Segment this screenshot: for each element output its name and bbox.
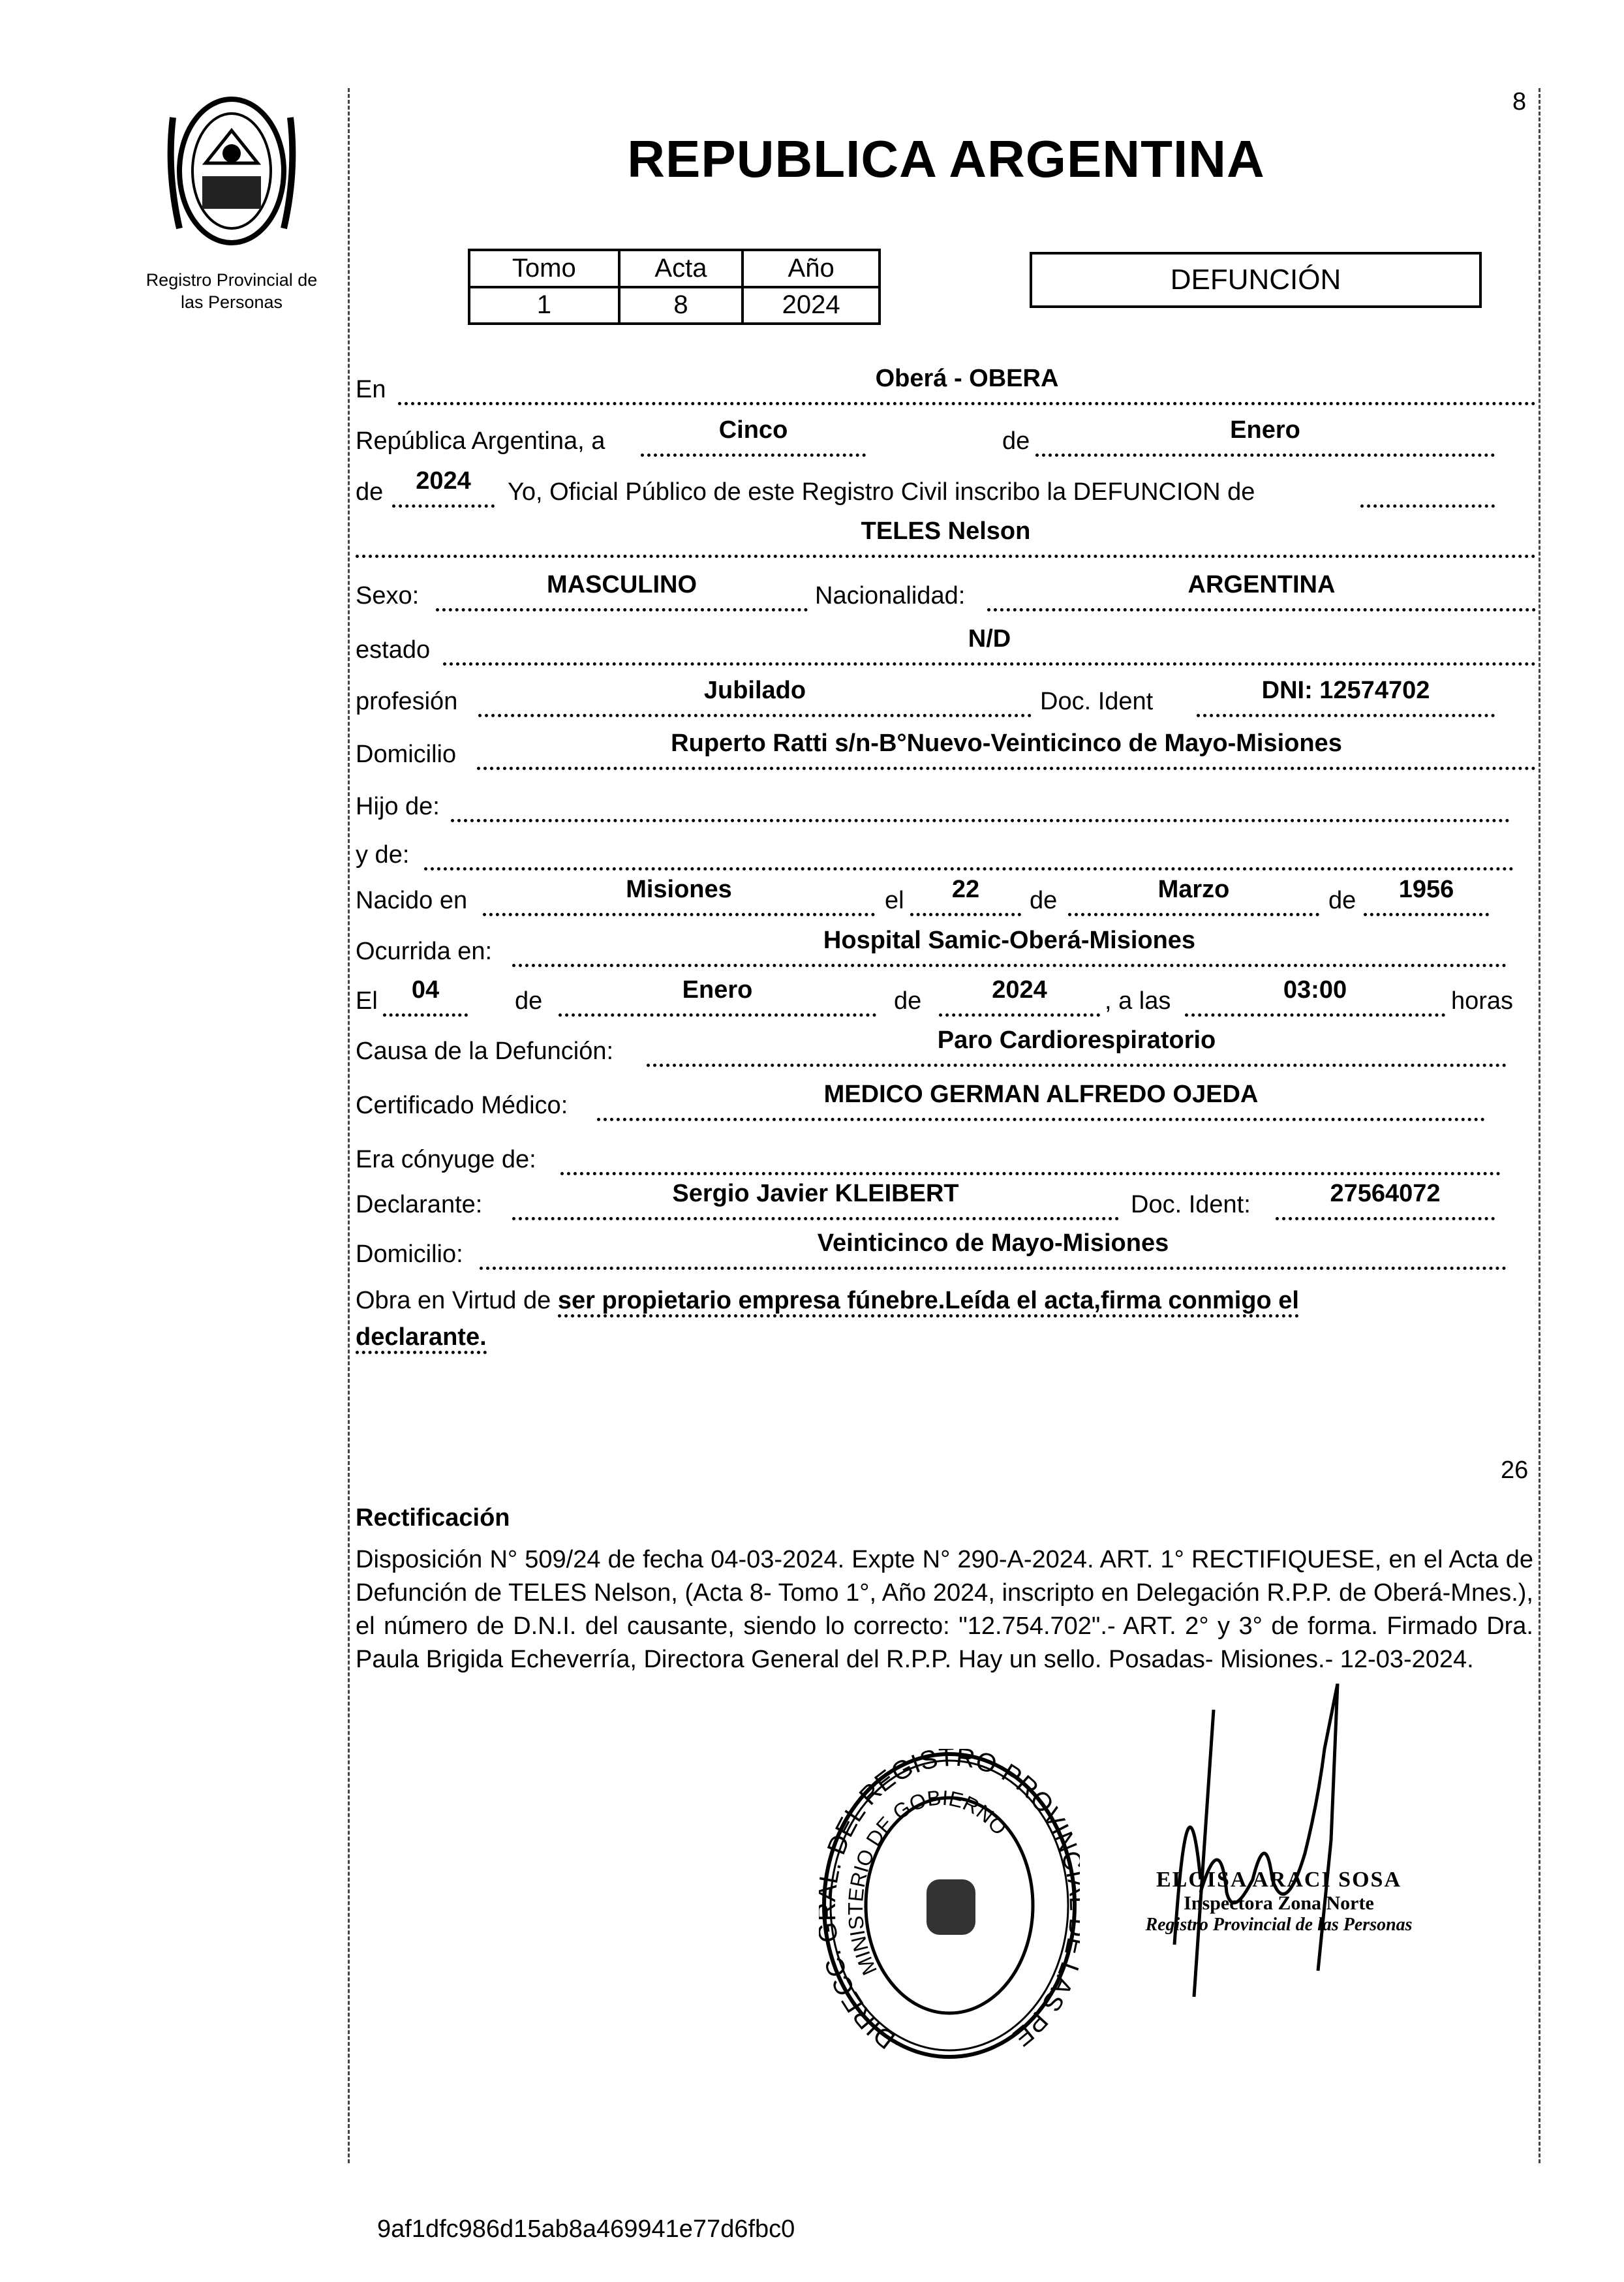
id-document-field: DNI: 12574702 [1197, 676, 1495, 717]
handwritten-signature [1161, 1684, 1435, 2013]
row-estado [0, 625, 1624, 666]
table-value-ano: 2024 [743, 287, 880, 324]
row-sexo [0, 571, 1624, 611]
row-hijo [0, 784, 1624, 822]
signer-role: Inspectora Zona Norte [1184, 1892, 1374, 1914]
label: de [356, 478, 384, 506]
table-header-tomo: Tomo [469, 250, 619, 287]
label: República Argentina, a [356, 427, 605, 455]
label: Sexo: [356, 582, 420, 609]
birth-month-field: Marzo [1068, 875, 1319, 916]
label: profesión [356, 688, 458, 715]
label: Hijo de: [356, 793, 440, 820]
province-seal-icon [160, 91, 303, 251]
year-field: 2024 [392, 467, 495, 508]
label: Causa de la Defunción: [356, 1038, 614, 1065]
table-header-acta: Acta [619, 250, 743, 287]
row-domicilio2 [0, 1229, 1624, 1270]
row-causa [0, 1026, 1624, 1067]
marital-status-field: N/D [443, 624, 1536, 666]
label: de [515, 987, 543, 1015]
table-header-ano: Año [743, 250, 880, 287]
label: Domicilio: [356, 1241, 463, 1268]
row-ocurrida [0, 929, 1624, 967]
row-en [0, 367, 1624, 405]
sex-field: MASCULINO [436, 570, 808, 611]
declarant-id-field: 27564072 [1276, 1179, 1495, 1220]
stamp-inner-text: MINISTERIO DE GOBIERNO [844, 1785, 1012, 1979]
death-month-field: Enero [559, 976, 876, 1017]
row-nacido [0, 878, 1624, 916]
death-year-field: 2024 [939, 976, 1100, 1017]
label: el [885, 887, 904, 914]
label: y de: [356, 841, 410, 869]
day-field: Cinco [641, 416, 866, 457]
declarant-field: Sergio Javier KLEIBERT [512, 1179, 1119, 1220]
birth-day-field: 22 [910, 875, 1021, 916]
record-type-box: DEFUNCIÓN [1030, 252, 1482, 308]
label: Certificado Médico: [356, 1092, 568, 1119]
label: Domicilio [356, 741, 457, 768]
row-yde [0, 833, 1624, 871]
deceased-name-field: TELES Nelson [356, 517, 1536, 558]
registry-caption [130, 269, 333, 313]
label: horas [1451, 987, 1514, 1015]
row-domicilio [0, 732, 1624, 770]
signature-block [1109, 1868, 1448, 1935]
page-title: REPUBLICA ARGENTINA [627, 130, 1265, 188]
birth-year-field: 1956 [1364, 875, 1489, 916]
row-certificado [0, 1083, 1624, 1121]
row-profesion [0, 679, 1624, 717]
label: Nacionalidad: [815, 582, 966, 609]
row-name [0, 517, 1624, 558]
address-field: Ruperto Ratti s/n-B°Nuevo-Veinticinco de Mayo-Misiones [477, 729, 1536, 770]
spouse-field [560, 1134, 1501, 1175]
obra-value: ser propietario empresa fúnebre.Leída el acta,firma conmigo el [558, 1287, 1299, 1318]
cause-field: Paro Cardiorespiratorio [647, 1026, 1507, 1067]
label: de [1030, 887, 1058, 914]
label: En [356, 376, 386, 403]
label: de [1002, 427, 1030, 455]
declarant-address-field: Veinticinco de Mayo-Misiones [480, 1229, 1507, 1270]
label: Obra en Virtud de [356, 1287, 551, 1314]
label: Declarante: [356, 1191, 483, 1218]
row-year [0, 467, 1624, 508]
label: Nacido en [356, 887, 468, 914]
profession-field: Jubilado [478, 676, 1032, 717]
table-value-tomo: 1 [469, 287, 619, 324]
place-field: Oberá - OBERA [398, 364, 1536, 405]
document-hash: 9af1dfc986d15ab8a469941e77d6fbc0 [377, 2215, 795, 2243]
mother-field [424, 829, 1514, 871]
page-number: 8 [1512, 88, 1527, 116]
signer-name: ELOISA ARACI SOSA [1156, 1868, 1402, 1892]
birthplace-field: Misiones [483, 875, 875, 916]
row-conyuge [0, 1137, 1624, 1175]
official-stamp [819, 1749, 1080, 2065]
signer-org: Registro Provincial de las Personas [1145, 1915, 1413, 1935]
label: Doc. Ident: [1131, 1191, 1251, 1218]
label: estado [356, 636, 431, 664]
tomo-acta-ano-table [468, 249, 881, 325]
label: Ocurrida en: [356, 938, 493, 965]
doctor-field: MEDICO GERMAN ALFREDO OJEDA [597, 1080, 1485, 1121]
statement-text: Yo, Oficial Público de este Registro Civil inscribo la DEFUNCION de [508, 478, 1255, 506]
stamp-outer-text: DIRECC. . DEL REGISTRO PROVIN AS PE [819, 1749, 1080, 2055]
label: de [1328, 887, 1356, 914]
father-field [451, 781, 1510, 822]
label: Era cónyuge de: [356, 1146, 536, 1173]
month-field: Enero [1035, 416, 1495, 457]
caption-line: Registro Provincial de [146, 270, 318, 290]
label: , a las [1105, 987, 1171, 1015]
death-time-field: 03:00 [1185, 976, 1445, 1017]
row-death-date [0, 976, 1624, 1017]
row-obra [356, 1282, 1533, 1355]
nationality-field: ARGENTINA [987, 570, 1536, 611]
rectification-text: Disposición N° 509/24 de fecha 04-03-2024. Expte N° 290-A-2024. ART. 1° RECTIFIQUESE, en el Acta de Defunción de TELES Nelson, (Acta 8- Tomo 1°, Año 2024, inscripto en Delegación R.P.P. de Oberá-Mnes.), el número de D.N.I. del causante, siendo lo correcto: "12.754.702".- ART. 2° y 3° de forma. Firmado Dra. Paula Brigida Echeverría, Directora General del R.P.P. Hay un sello. Posadas- Misiones.- 12-03-2024. [356, 1546, 1533, 1673]
row-declarante [0, 1182, 1624, 1220]
rectification-heading: Rectificación [356, 1504, 510, 1532]
obra-value-cont: declarante. [356, 1323, 487, 1354]
row-date [0, 416, 1624, 457]
side-number: 26 [1501, 1457, 1529, 1484]
label: Doc. Ident [1040, 688, 1154, 715]
table-value-acta: 8 [619, 287, 743, 324]
caption-line: las Personas [180, 292, 283, 312]
label: de [894, 987, 922, 1015]
death-day-field: 04 [383, 976, 468, 1017]
death-place-field: Hospital Samic-Oberá-Misiones [512, 926, 1507, 967]
blank-field [1360, 467, 1495, 508]
label: El [356, 987, 378, 1015]
